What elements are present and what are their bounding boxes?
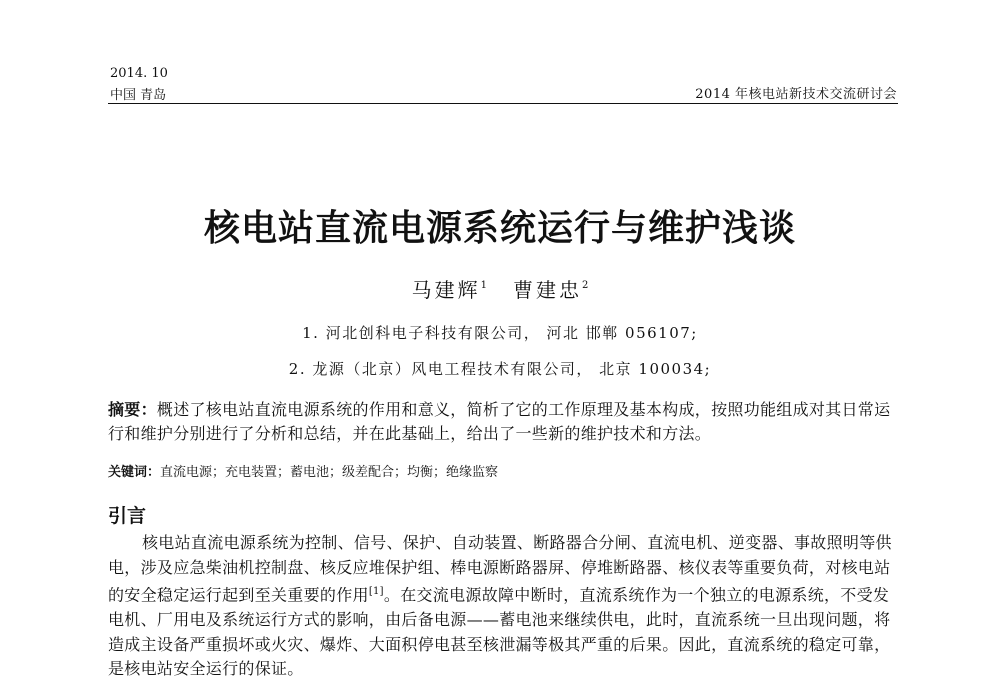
abstract-label: 摘要： [108,400,157,419]
author-name: 马建辉 [411,278,481,302]
body-text: 核电站直流电源系统为控制、信号、保护、自动装置、断路器合分闸、直流电机、逆变器、事故照明等供电，涉及应急柴油机控制盘、核反应堆保护组、棒电源断路器屏、停堆断路器、核仪表等重要负荷，对核电站的安全稳定运行起到至关重要的作用 [108,533,892,605]
author-affiliation-mark: 2 [582,280,589,291]
affiliation-1: 1. 河北创科电子科技有限公司， 河北 邯郸 056107; [302,324,698,342]
author-line [0,274,1000,303]
abstract-text: 概述了核电站直流电源系统的作用和意义，简析了它的工作原理及基本构成，按照功能组成对其日常运行和维护分别进行了分析和总结，并在此基础上，给出了一些新的维护技术和方法。 [108,400,891,443]
paper-title: 核电站直流电源系统运行与维护浅谈 [203,208,796,249]
keywords-label: 关键词： [108,465,161,480]
abstract [108,398,900,446]
affiliation-2: 2. 龙源（北京）风电工程技术有限公司， 北京 100034; [288,360,712,378]
header-rule [108,103,898,104]
header-conference: 2014 年核电站新技术交流研讨会 [695,87,897,102]
keywords-text: 直流电源；充电装置；蓄电池；级差配合；均衡；绝缘监察 [160,465,499,480]
body-paragraph [108,531,900,682]
author-affiliation-mark: 1 [480,280,487,291]
header-date: 2014. 10 [110,66,168,81]
keywords [108,461,498,480]
citation-marker: [1] [368,586,384,598]
section-heading: 引言 [108,505,147,527]
body-text: 。在交流电源故障中断时，直流系统作为一个独立的电源系统，不受发电机、厂用电及系统运行方式的影响，由后备电源——蓄电池来继续供电，此时，直流系统一旦出现问题，将造成主设备严重损坏或火灾、爆炸、大面积停电甚至核泄漏等极其严重的后果。因此，直流系统的稳定可靠，是核电站安全运行的保证。 [108,585,891,679]
author-name: 曹建忠 [513,278,582,302]
header-place: 中国 青岛 [110,88,167,103]
